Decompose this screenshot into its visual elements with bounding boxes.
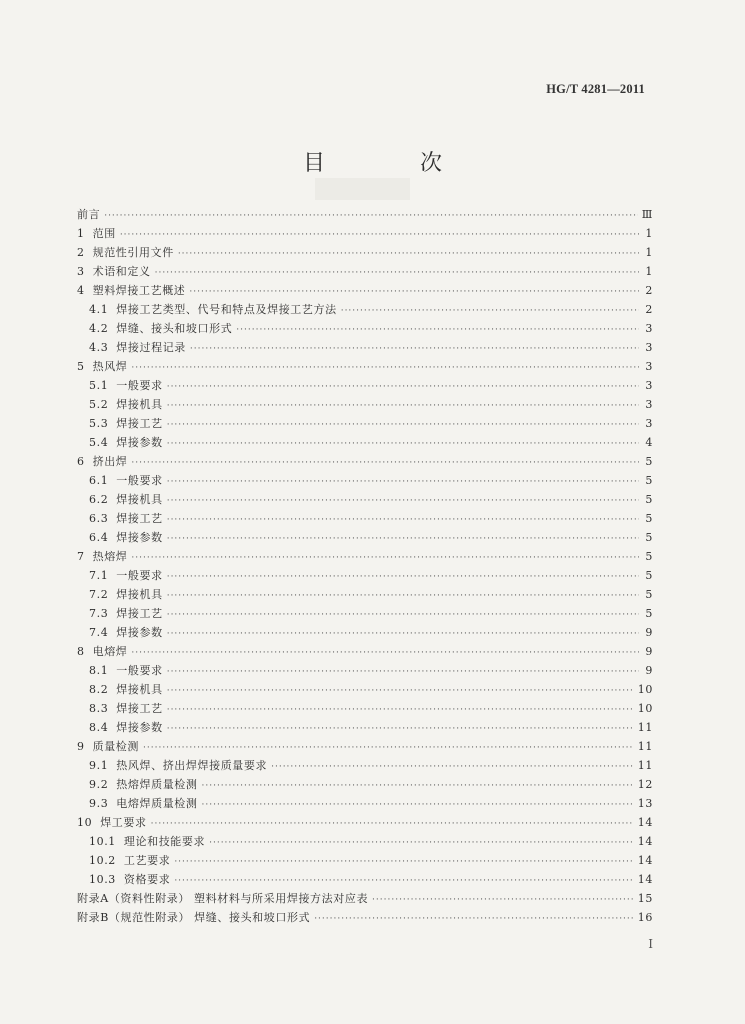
toc-leader-dots <box>202 777 634 796</box>
toc-entry[interactable] <box>77 547 653 566</box>
toc-entry-page: 5 <box>645 474 653 487</box>
toc-entry-label: 焊接参数 <box>116 531 163 544</box>
toc-entry-label: 焊缝、接头和坡口形式 <box>116 322 233 335</box>
toc-entry[interactable] <box>77 376 653 395</box>
toc-entry-label: 一般要求 <box>116 379 163 392</box>
toc-entry[interactable] <box>77 642 653 661</box>
toc-leader-dots <box>167 435 639 454</box>
toc-entry-page: 5 <box>645 607 653 620</box>
toc-entry-page: 5 <box>645 455 653 468</box>
toc-leader-dots <box>167 568 639 587</box>
toc-entry[interactable] <box>77 908 653 927</box>
toc-leader-dots <box>167 606 639 625</box>
toc-entry-page: 5 <box>645 588 653 601</box>
toc-leader-dots <box>236 321 639 340</box>
toc-entry-number: 6.3 <box>89 512 109 525</box>
toc-entry[interactable] <box>77 566 653 585</box>
toc-entry[interactable] <box>77 319 653 338</box>
toc-entry-page: 3 <box>645 322 653 335</box>
toc-entry-label: 焊接机具 <box>116 588 163 601</box>
toc-entry-page: 11 <box>637 759 653 772</box>
toc-entry-page: 5 <box>645 493 653 506</box>
toc-entry[interactable] <box>77 680 653 699</box>
toc-leader-dots <box>167 587 639 606</box>
toc-entry-page: 14 <box>637 854 653 867</box>
toc-entry[interactable] <box>77 243 653 262</box>
toc-entry-label: 一般要求 <box>116 664 163 677</box>
toc-entry-page: 3 <box>645 360 653 373</box>
toc-entry[interactable] <box>77 813 653 832</box>
toc-entry-number: 5.1 <box>89 379 109 392</box>
toc-entry-label: 附录A（资料性附录） 塑料材料与所采用焊接方法对应表 <box>77 892 369 905</box>
toc-entry-label: 焊接工艺类型、代号和特点及焊接工艺方法 <box>116 303 337 316</box>
toc-entry-number: 1 <box>77 227 85 240</box>
toc-entry-label: 塑料焊接工艺概述 <box>92 284 186 297</box>
toc-entry-page: 11 <box>637 740 653 753</box>
toc-entry[interactable] <box>77 528 653 547</box>
toc-entry-number: 9 <box>77 740 85 753</box>
toc-entry-page: 14 <box>637 816 653 829</box>
toc-entry-number: 9.3 <box>89 797 109 810</box>
toc-entry-number: 7.4 <box>89 626 109 639</box>
toc-entry-page: 2 <box>645 303 653 316</box>
toc-entry-label: 焊接过程记录 <box>116 341 186 354</box>
toc-entry[interactable] <box>77 851 653 870</box>
toc-leader-dots <box>120 226 639 245</box>
toc-entry-page: 9 <box>645 645 653 658</box>
toc-entry-label: 电熔焊质量检测 <box>116 797 198 810</box>
toc-entry-label: 焊接机具 <box>116 398 163 411</box>
toc-entry-page: 3 <box>645 341 653 354</box>
toc-entry-label: 术语和定义 <box>92 265 151 278</box>
toc-leader-dots <box>151 815 634 834</box>
toc-entry-label: 范围 <box>92 227 116 240</box>
toc-entry[interactable] <box>77 775 653 794</box>
toc-entry-number: 7 <box>77 550 85 563</box>
toc-entry[interactable] <box>77 604 653 623</box>
toc-entry[interactable] <box>77 262 653 281</box>
toc-leader-dots <box>314 910 634 929</box>
toc-entry-page: 5 <box>645 569 653 582</box>
toc-entry-page: 9 <box>645 626 653 639</box>
toc-entry[interactable] <box>77 224 653 243</box>
toc-entry-number: 6.1 <box>89 474 109 487</box>
toc-entry-label: 挤出焊 <box>92 455 128 468</box>
toc-entry-label: 焊接工艺 <box>116 607 163 620</box>
toc-entry-number: 7.1 <box>89 569 109 582</box>
toc-entry[interactable] <box>77 490 653 509</box>
toc-entry[interactable] <box>77 794 653 813</box>
toc-entry-number: 10.3 <box>89 873 116 886</box>
toc-entry-page: 15 <box>637 892 653 905</box>
toc-entry-page: 2 <box>645 284 653 297</box>
toc-entry-label: 资格要求 <box>123 873 171 886</box>
toc-leader-dots <box>167 473 639 492</box>
toc-entry-label: 焊接参数 <box>116 626 163 639</box>
toc-entry-page: 1 <box>645 227 653 240</box>
toc-entry-page: 3 <box>645 417 653 430</box>
toc-entry-page: 12 <box>637 778 653 791</box>
toc-leader-dots <box>167 625 639 644</box>
toc-leader-dots <box>167 720 634 739</box>
toc-entry[interactable] <box>77 889 653 908</box>
toc-entry-number: 8.2 <box>89 683 109 696</box>
toc-leader-dots <box>167 663 639 682</box>
toc-leader-dots <box>131 549 639 568</box>
toc-entry-number: 5 <box>77 360 85 373</box>
toc-entry[interactable] <box>77 395 653 414</box>
toc-entry-page: 5 <box>645 531 653 544</box>
toc-entry-label: 热熔焊 <box>92 550 128 563</box>
toc-entry-number: 4 <box>77 284 85 297</box>
toc-entry-label: 焊接工艺 <box>116 702 163 715</box>
standard-code: HG/T 4281—2011 <box>546 82 645 96</box>
toc-entry-label: 焊接机具 <box>116 493 163 506</box>
toc-entry-number: 6.2 <box>89 493 109 506</box>
toc-entry-page: 13 <box>637 797 653 810</box>
toc-entry-page: 1 <box>645 246 653 259</box>
toc-leader-dots <box>167 701 634 720</box>
toc-entry[interactable] <box>77 509 653 528</box>
toc-entry-number: 4.1 <box>89 303 109 316</box>
toc-entry-page: 3 <box>645 398 653 411</box>
toc-entry-number: 3 <box>77 265 85 278</box>
toc-entry-label: 热熔焊质量检测 <box>116 778 198 791</box>
toc-entry[interactable] <box>77 281 653 300</box>
toc-entry-number: 10.2 <box>89 854 116 867</box>
toc-leader-dots <box>167 397 639 416</box>
toc-entry-number: 5.2 <box>89 398 109 411</box>
toc-entry-page: 10 <box>637 702 653 715</box>
toc-entry[interactable] <box>77 338 653 357</box>
toc-entry-number: 8.1 <box>89 664 109 677</box>
toc-entry[interactable] <box>77 718 653 737</box>
toc-entry-number: 7.2 <box>89 588 109 601</box>
toc-leader-dots <box>167 682 634 701</box>
toc-leader-dots <box>271 758 634 777</box>
toc-entry-number: 8 <box>77 645 85 658</box>
toc-entry-number: 2 <box>77 246 85 259</box>
toc-entry-number: 4.3 <box>89 341 109 354</box>
toc-entry-number: 4.2 <box>89 322 109 335</box>
toc-entry-number: 5.3 <box>89 417 109 430</box>
toc-entry[interactable] <box>77 699 653 718</box>
toc-entry-number: 9.2 <box>89 778 109 791</box>
toc-entry[interactable] <box>77 205 653 224</box>
toc-entry-page: Ⅲ <box>641 208 653 221</box>
toc-entry-label: 质量检测 <box>92 740 140 753</box>
toc-entry[interactable] <box>77 832 653 851</box>
toc-entry-label: 理论和技能要求 <box>123 835 206 848</box>
page-title: 目 次 <box>303 151 486 176</box>
toc-entry-page: 3 <box>645 379 653 392</box>
toc-entry-number: 7.3 <box>89 607 109 620</box>
toc-entry-label: 工艺要求 <box>123 854 171 867</box>
toc-entry[interactable] <box>77 357 653 376</box>
toc-entry[interactable] <box>77 737 653 756</box>
toc-leader-dots <box>372 891 634 910</box>
toc-entry[interactable] <box>77 661 653 680</box>
toc-leader-dots <box>341 302 639 321</box>
toc-entry-label: 规范性引用文件 <box>92 246 174 259</box>
title-shade <box>315 178 410 200</box>
toc-leader-dots <box>167 492 639 511</box>
toc-entry-number: 9.1 <box>89 759 109 772</box>
toc-entry-number: 8.4 <box>89 721 109 734</box>
toc-entry-page: 14 <box>637 873 653 886</box>
toc-entry-label: 焊接参数 <box>116 721 163 734</box>
toc-entry[interactable] <box>77 471 653 490</box>
toc-entry[interactable] <box>77 623 653 642</box>
toc-leader-dots <box>131 359 639 378</box>
toc-entry[interactable] <box>77 452 653 471</box>
page-number: I <box>648 937 653 951</box>
toc-leader-dots <box>131 454 639 473</box>
toc-entry-page: 4 <box>645 436 653 449</box>
toc-leader-dots <box>167 530 639 549</box>
toc-entry-label: 焊接参数 <box>116 436 163 449</box>
toc-entry[interactable] <box>77 870 653 889</box>
toc-leader-dots <box>209 834 634 853</box>
toc-entry[interactable] <box>77 756 653 775</box>
toc-entry-page: 9 <box>645 664 653 677</box>
toc-entry-number: 8.3 <box>89 702 109 715</box>
toc-leader-dots <box>190 340 639 359</box>
toc-entry-page: 1 <box>645 265 653 278</box>
toc-leader-dots <box>131 644 639 663</box>
toc-entry-page: 16 <box>637 911 653 924</box>
toc-entry-label: 焊接工艺 <box>116 512 163 525</box>
toc-entry-page: 5 <box>645 512 653 525</box>
toc-entry-label: 一般要求 <box>116 474 163 487</box>
toc-entry-page: 11 <box>637 721 653 734</box>
toc-entry-label: 电熔焊 <box>92 645 128 658</box>
toc-entry[interactable] <box>77 414 653 433</box>
toc-leader-dots <box>155 264 639 283</box>
toc-leader-dots <box>104 207 638 226</box>
toc-entry-number: 6.4 <box>89 531 109 544</box>
toc-entry-label: 热风焊 <box>92 360 128 373</box>
toc-entry-label: 焊接工艺 <box>116 417 163 430</box>
toc-entry-page: 10 <box>637 683 653 696</box>
toc-entry[interactable] <box>77 433 653 452</box>
toc-entry-number: 6 <box>77 455 85 468</box>
toc-entry[interactable] <box>77 300 653 319</box>
toc-leader-dots <box>167 511 639 530</box>
toc-leader-dots <box>167 378 639 397</box>
toc-leader-dots <box>202 796 634 815</box>
toc-entry[interactable] <box>77 585 653 604</box>
toc-entry-label: 附录B（规范性附录） 焊缝、接头和坡口形式 <box>77 911 311 924</box>
toc-entry-page: 14 <box>637 835 653 848</box>
toc-entry-label: 焊接机具 <box>116 683 163 696</box>
toc-entry-label: 热风焊、挤出焊焊接质量要求 <box>116 759 268 772</box>
table-of-contents <box>77 205 653 927</box>
toc-entry-label: 前言 <box>77 208 101 221</box>
toc-entry-label: 一般要求 <box>116 569 163 582</box>
toc-leader-dots <box>178 245 639 264</box>
toc-entry-number: 5.4 <box>89 436 109 449</box>
toc-entry-number: 10.1 <box>89 835 116 848</box>
toc-entry-number: 10 <box>77 816 93 829</box>
toc-leader-dots <box>174 853 633 872</box>
toc-entry-label: 焊工要求 <box>100 816 147 829</box>
toc-entry-page: 5 <box>645 550 653 563</box>
toc-leader-dots <box>167 416 639 435</box>
